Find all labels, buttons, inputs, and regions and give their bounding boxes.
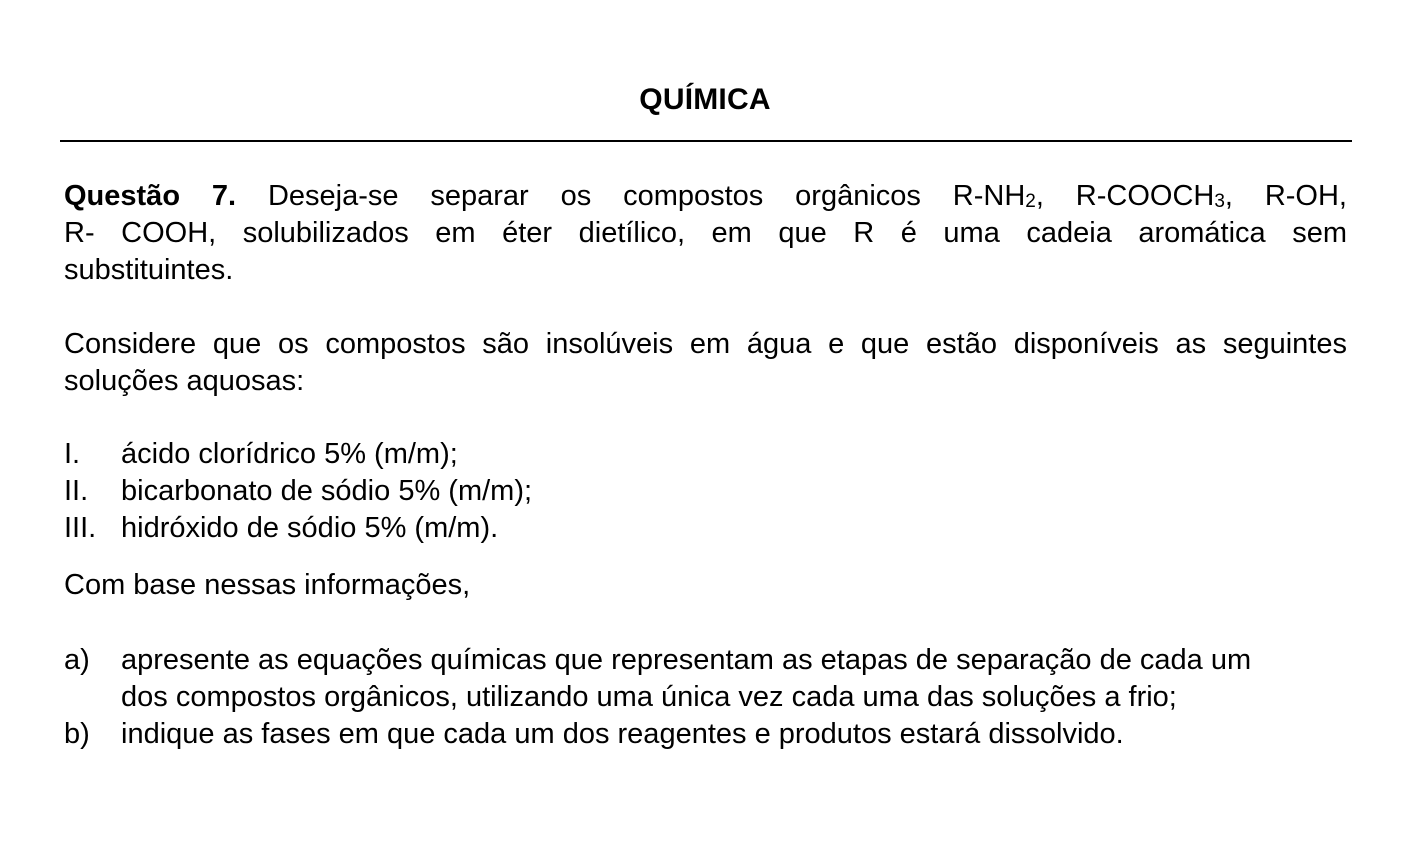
basis-line: Com base nessas informações, bbox=[64, 569, 471, 601]
task-a-line-1: apresente as equações químicas que representam as etapas de separação de cada um bbox=[121, 644, 1252, 676]
question-intro bbox=[64, 178, 1347, 289]
title-divider bbox=[60, 140, 1352, 142]
list-item-text: ácido clorídrico 5% (m/m); bbox=[121, 438, 458, 470]
list-item bbox=[64, 642, 1364, 716]
list-marker: a) bbox=[64, 644, 90, 676]
basis-paragraph bbox=[64, 567, 1347, 604]
question-label: Questão 7. bbox=[64, 180, 237, 212]
question-intro-line-3: substituintes. bbox=[64, 254, 234, 286]
task-a-line-2: dos compostos orgânicos, utilizando uma única vez cada uma das soluções a frio; bbox=[121, 681, 1177, 713]
intro-text-part-1: Deseja-se separar os compostos orgânicos R-NH bbox=[267, 180, 1026, 212]
list-item-text bbox=[121, 642, 1364, 716]
subscript-2: 2 bbox=[1025, 191, 1036, 212]
tasks-list bbox=[64, 642, 1364, 753]
list-item bbox=[64, 510, 1364, 547]
list-item-text: bicarbonato de sódio 5% (m/m); bbox=[121, 475, 533, 507]
solutions-list bbox=[64, 436, 1364, 547]
list-marker: III. bbox=[64, 512, 97, 544]
list-marker: II. bbox=[64, 475, 89, 507]
section-title: QUÍMICA bbox=[639, 83, 771, 116]
intro-text-part-3: , R-OH, bbox=[1224, 180, 1347, 212]
question-intro-line-2: R- COOH, solubilizados em éter dietílico, em que R é uma cadeia aromática sem bbox=[64, 217, 1347, 249]
list-marker: I. bbox=[64, 438, 81, 470]
question-intro-line-1 bbox=[64, 178, 1347, 215]
consider-line-2: soluções aquosas: bbox=[64, 365, 305, 397]
subscript-3: 3 bbox=[1214, 191, 1225, 212]
consider-line-1: Considere que os compostos são insolúveis em água e que estão disponíveis as seguintes bbox=[64, 328, 1347, 360]
intro-text-part-2: , R-COOCH bbox=[1035, 180, 1215, 212]
consider-paragraph bbox=[64, 326, 1347, 400]
list-item bbox=[64, 473, 1364, 510]
list-marker: b) bbox=[64, 718, 90, 750]
list-item-text: hidróxido de sódio 5% (m/m). bbox=[121, 512, 499, 544]
list-item bbox=[64, 436, 1364, 473]
list-item-text: indique as fases em que cada um dos reagentes e produtos estará dissolvido. bbox=[121, 718, 1124, 750]
list-item bbox=[64, 716, 1364, 753]
